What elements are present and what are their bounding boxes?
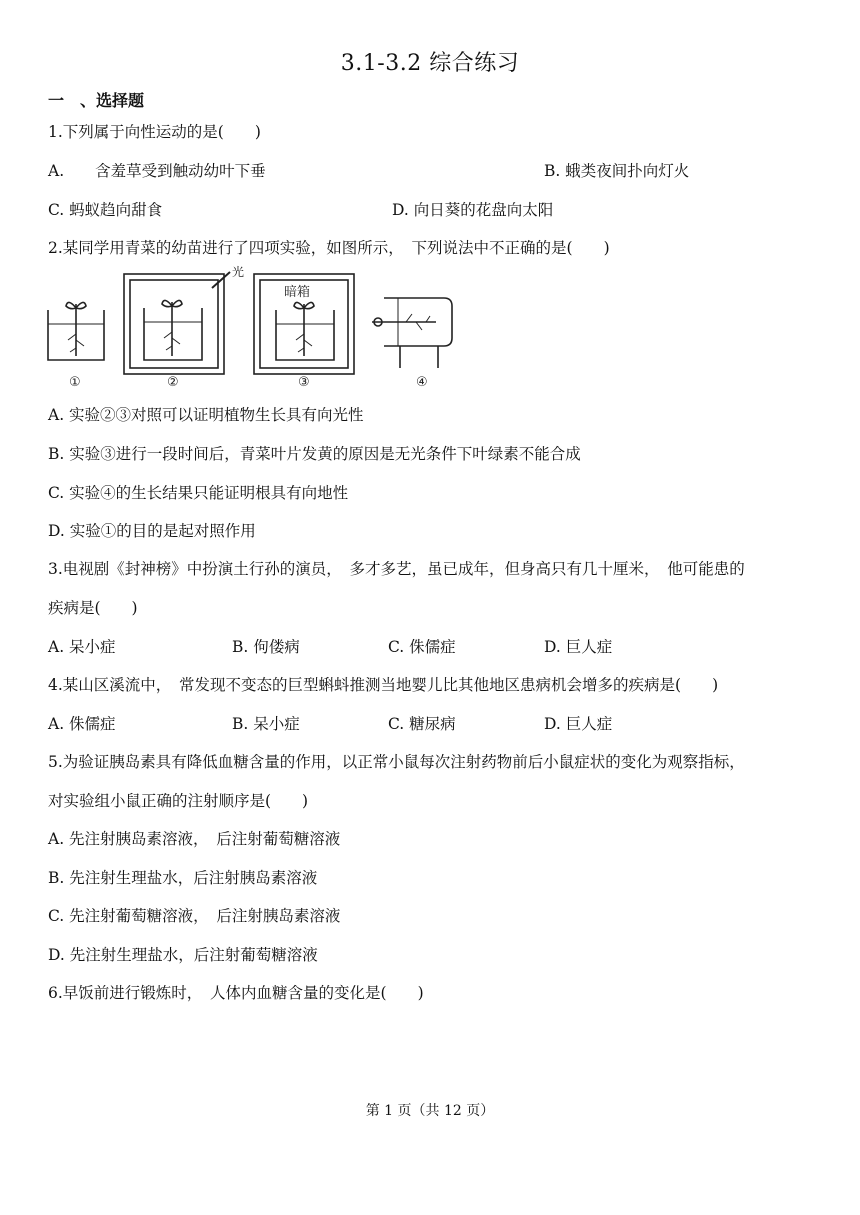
question-4-option-a: A. 侏儒症: [48, 715, 116, 733]
page-title: 3.1-3.2 综合练习: [340, 51, 520, 76]
question-2-option-c: C. 实验④的生长结果只能证明根具有向地性: [48, 484, 349, 502]
question-3-option-d: D. 巨人症: [544, 638, 613, 656]
question-3-option-c: C. 侏儒症: [388, 638, 456, 656]
question-5-stem-line-2: 对实验组小鼠正确的注射顺序是( ): [48, 792, 309, 810]
question-1-option-a: A. 含羞草受到触动幼叶下垂: [48, 162, 266, 180]
question-5-option-a: A. 先注射胰岛素溶液， 后注射葡萄糖溶液: [48, 830, 341, 848]
figure-label-1: ①: [69, 375, 81, 390]
question-3-stem-line-2: 疾病是( ): [48, 599, 138, 617]
question-1-option-b: B. 蛾类夜间扑向灯火: [544, 162, 690, 180]
question-2-option-b: B. 实验③进行一段时间后，青菜叶片发黄的原因是无光条件下叶绿素不能合成: [48, 445, 581, 463]
question-5-option-c: C. 先注射葡萄糖溶液， 后注射胰岛素溶液: [48, 907, 341, 925]
light-label: 光: [232, 265, 245, 279]
figure-label-3: ③: [298, 375, 310, 390]
question-4-option-c: C. 糖尿病: [388, 715, 456, 733]
question-3-stem-line-1: 3.电视剧《封神榜》中扮演土行孙的演员， 多才多艺，虽已成年，但身高只有几十厘米， 他可能患的: [48, 560, 745, 578]
question-2-stem: 2.某同学用青菜的幼苗进行了四项实验，如图所示， 下列说法中不正确的是( ): [48, 239, 610, 257]
section-heading: 一 、选择题: [48, 91, 145, 110]
question-6-stem: 6.早饭前进行锻炼时， 人体内血糖含量的变化是( ): [48, 984, 424, 1002]
dark-box-label: 暗箱: [284, 285, 311, 300]
question-5-option-d: D. 先注射生理盐水，后注射葡萄糖溶液: [48, 946, 318, 964]
figure-label-4: ④: [416, 375, 428, 390]
question-1-stem: 1.下列属于向性运动的是( ): [48, 123, 261, 141]
question-4-option-d: D. 巨人症: [544, 715, 613, 733]
seedling-experiment-figure: [44, 264, 458, 392]
question-4-stem: 4.某山区溪流中， 常发现不变态的巨型蝌蚪推测当地婴儿比其他地区患病机会增多的疾病是( ): [48, 676, 719, 694]
question-3-option-b: B. 佝偻病: [232, 638, 300, 656]
question-2-option-d: D. 实验①的目的是起对照作用: [48, 522, 256, 540]
question-4-option-b: B. 呆小症: [232, 715, 300, 733]
question-3-option-a: A. 呆小症: [48, 638, 116, 656]
question-1-option-d: D. 向日葵的花盘向太阳: [392, 201, 554, 219]
question-1-option-c: C. 蚂蚁趋向甜食: [48, 201, 163, 219]
question-5-stem-line-1: 5.为验证胰岛素具有降低血糖含量的作用，以正常小鼠每次注射药物前后小鼠症状的变化为观察指标，: [48, 753, 745, 771]
question-2-option-a: A. 实验②③对照可以证明植物生长具有向光性: [48, 406, 364, 424]
page-footer: 第 1 页（共 12 页）: [365, 1103, 495, 1119]
question-5-option-b: B. 先注射生理盐水，后注射胰岛素溶液: [48, 869, 318, 887]
figure-label-2: ②: [167, 375, 179, 390]
